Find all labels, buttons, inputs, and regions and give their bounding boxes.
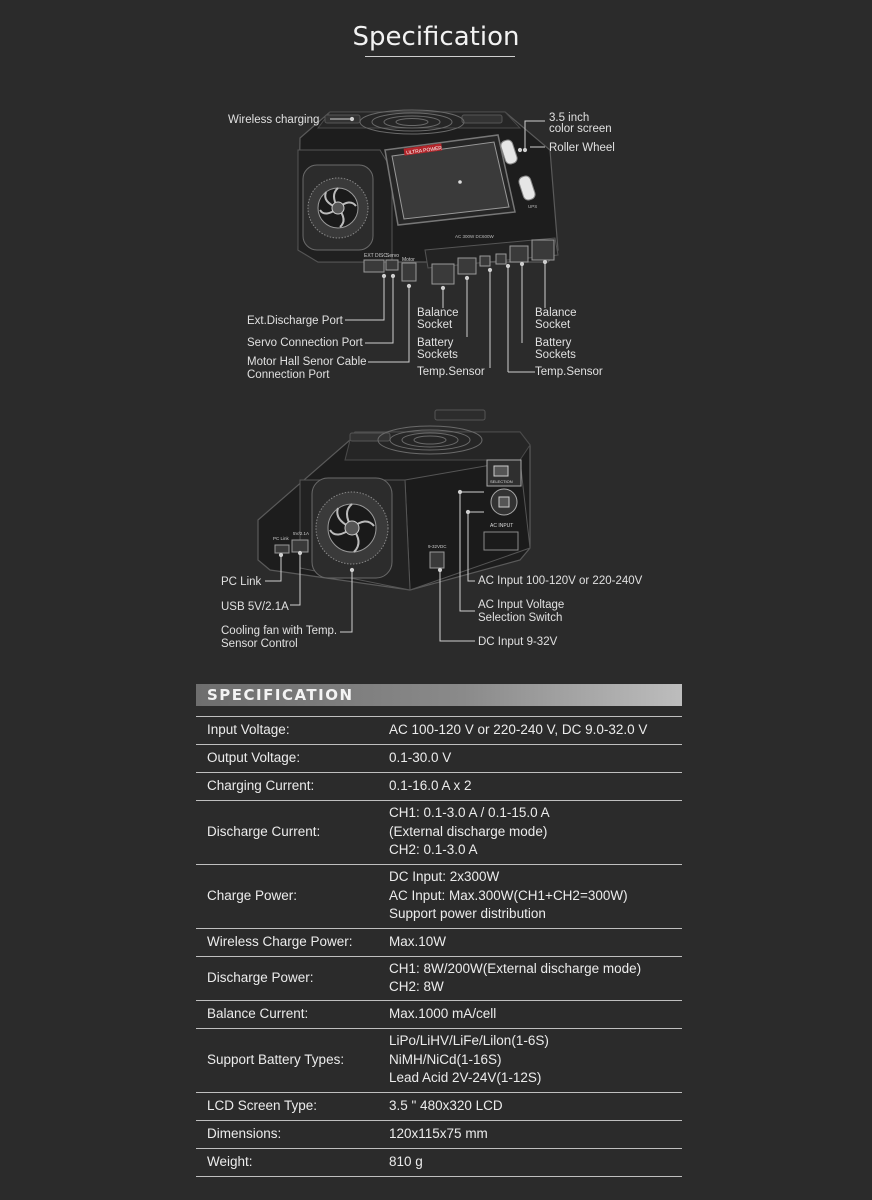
spec-header-text: SPECIFICATION xyxy=(207,686,354,704)
spec-row xyxy=(196,1092,682,1121)
spec-value: DC Input: 2x300W xyxy=(389,869,500,885)
label-screen-2: color screen xyxy=(549,123,612,135)
spec-key: Input Voltage: xyxy=(207,721,290,737)
spec-row xyxy=(196,956,682,1001)
spec-value: Support power distribution xyxy=(389,906,546,922)
label-battery-right-2: Sockets xyxy=(535,349,576,361)
label-pc-link: PC Link xyxy=(221,576,262,588)
spec-value: Lead Acid 2V-24V(1-12S) xyxy=(389,1070,542,1086)
servo-text: Servo xyxy=(386,253,400,259)
spec-value: CH1: 0.1-3.0 A / 0.1-15.0 A xyxy=(389,805,550,821)
spec-value: 120x115x75 mm xyxy=(389,1125,488,1141)
dc-input-port xyxy=(430,552,444,568)
color-screen xyxy=(385,135,515,225)
label-roller-wheel: Roller Wheel xyxy=(549,142,615,154)
title-underline xyxy=(365,56,515,57)
spec-row xyxy=(196,716,682,745)
front-view-illustration xyxy=(0,100,872,390)
spec-value: LiPo/LiHV/LiFe/Lilon(1-6S) xyxy=(389,1033,549,1049)
spec-key: Weight: xyxy=(207,1153,253,1169)
label-motor-2: Connection Port xyxy=(247,369,330,381)
spec-key: Discharge Power: xyxy=(207,969,314,985)
spec-key: Charging Current: xyxy=(207,777,315,793)
charger-front-body xyxy=(298,110,558,284)
spec-key: Balance Current: xyxy=(207,1005,309,1021)
cooling-fan-icon xyxy=(303,165,373,250)
label-balance-right-2: Socket xyxy=(535,319,571,331)
selection-text: SELECTION xyxy=(490,479,513,484)
panel-text: AC 300W DC600W xyxy=(455,234,494,239)
spec-row xyxy=(196,864,682,929)
spec-row xyxy=(196,928,682,957)
spec-value: 810 g xyxy=(389,1153,423,1169)
page-title: Specification xyxy=(352,22,520,52)
spec-row xyxy=(196,800,682,865)
dc-text: 9-32VDC xyxy=(428,544,447,549)
label-wireless-charging: Wireless charging xyxy=(228,114,320,126)
spec-value: 0.1-16.0 A x 2 xyxy=(389,777,472,793)
label-fan-2: Sensor Control xyxy=(221,638,298,650)
label-balance-left-2: Socket xyxy=(417,319,453,331)
brand-text: ULTRA POWER xyxy=(405,145,443,157)
label-ext-discharge: Ext.Discharge Port xyxy=(247,315,343,327)
spec-row xyxy=(196,744,682,773)
ext-dischg-text: EXT DISC xyxy=(364,253,387,259)
label-temp-left: Temp.Sensor xyxy=(417,366,485,378)
label-fan-1: Cooling fan with Temp. xyxy=(221,625,338,637)
spec-row xyxy=(196,1148,682,1177)
spec-row xyxy=(196,772,682,801)
spec-value: 0.1-30.0 V xyxy=(389,749,452,765)
usb-port xyxy=(292,540,308,552)
spec-value: Max.1000 mA/cell xyxy=(389,1005,497,1021)
spec-key: Support Battery Types: xyxy=(207,1051,345,1067)
pc-link-port xyxy=(275,545,289,553)
label-usb: USB 5V/2.1A xyxy=(221,601,289,613)
label-ac-switch-1: AC Input Voltage xyxy=(478,599,565,611)
label-motor-1: Motor Hall Senor Cable xyxy=(247,356,367,368)
ac-input-text: AC INPUT xyxy=(490,523,514,529)
spec-value: 3.5 " 480x320 LCD xyxy=(389,1097,503,1113)
rear-cooling-fan-icon xyxy=(312,478,392,578)
label-ac-input: AC Input 100-120V or 220-240V xyxy=(478,575,643,587)
pc-link-text: PC Link xyxy=(273,536,289,541)
spec-key: Charge Power: xyxy=(207,887,298,903)
spec-key: Dimensions: xyxy=(207,1125,282,1141)
rear-view-illustration xyxy=(0,400,872,660)
label-battery-left-2: Sockets xyxy=(417,349,458,361)
label-dc-input: DC Input 9-32V xyxy=(478,636,558,648)
label-battery-left-1: Battery xyxy=(417,337,454,349)
spec-value: (External discharge mode) xyxy=(389,823,548,839)
label-balance-right-1: Balance xyxy=(535,307,577,319)
spec-value: NiMH/NiCd(1-16S) xyxy=(389,1051,502,1067)
label-screen-1: 3.5 inch xyxy=(549,112,590,124)
usb-text: 5V/2.1A xyxy=(293,531,310,536)
spec-key: Discharge Current: xyxy=(207,823,321,839)
motor-text: Motor xyxy=(402,257,415,263)
label-servo-port: Servo Connection Port xyxy=(247,337,363,349)
label-balance-left-1: Balance xyxy=(417,307,459,319)
label-temp-right: Temp.Sensor xyxy=(535,366,603,378)
spec-value: AC 100-120 V or 220-240 V, DC 9.0-32.0 V xyxy=(389,721,648,737)
side-ports xyxy=(364,260,416,281)
charger-rear-body xyxy=(258,410,530,590)
spec-row xyxy=(196,1028,682,1093)
spec-value: Max.10W xyxy=(389,933,447,949)
spec-header xyxy=(196,684,682,706)
label-ac-switch-2: Selection Switch xyxy=(478,612,563,624)
spec-key: Wireless Charge Power: xyxy=(207,933,353,949)
spec-value: CH1: 8W/200W(External discharge mode) xyxy=(389,960,642,976)
spec-value: CH2: 0.1-3.0 A xyxy=(389,842,478,858)
spec-value: CH2: 8W xyxy=(389,979,444,994)
label-battery-right-1: Battery xyxy=(535,337,572,349)
spec-row xyxy=(196,1000,682,1029)
spec-key: LCD Screen Type: xyxy=(207,1097,318,1113)
spec-key: Output Voltage: xyxy=(207,749,301,765)
spec-value: AC Input: Max.300W(CH1+CH2=300W) xyxy=(389,887,628,903)
ups-text: UPS xyxy=(528,204,538,209)
spec-row xyxy=(196,1120,682,1149)
